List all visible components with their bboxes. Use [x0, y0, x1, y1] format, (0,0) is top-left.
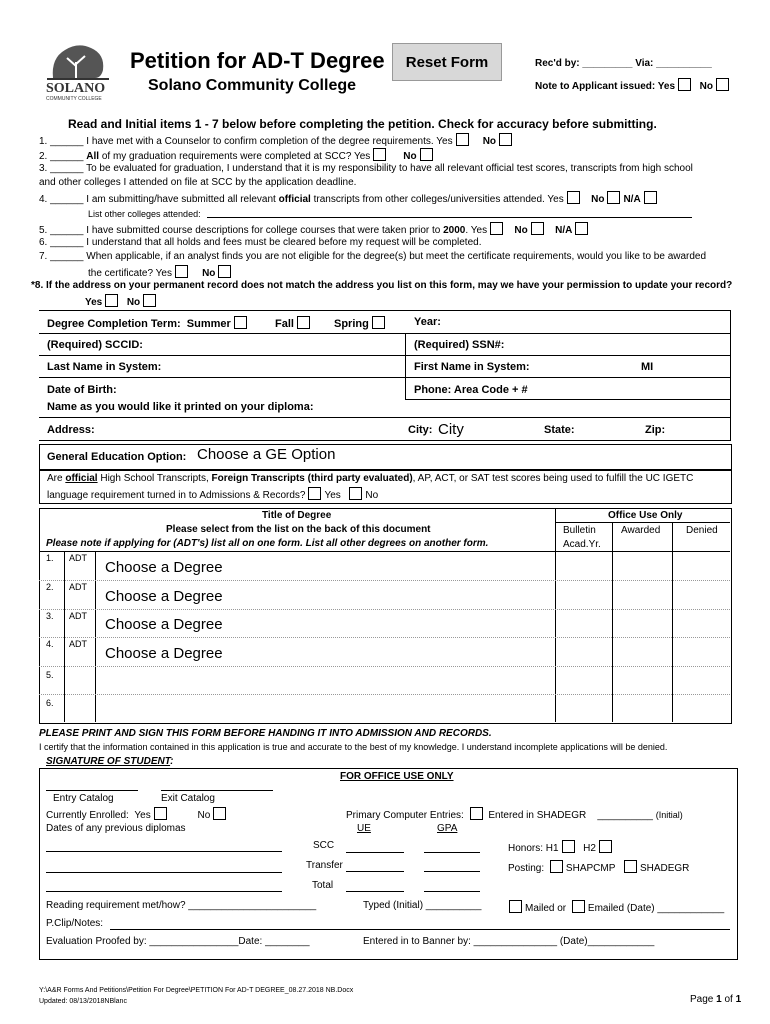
- ge-note-official: official: [65, 473, 98, 484]
- first-name-label: First Name in System:: [414, 361, 530, 373]
- fall-checkbox[interactable]: [297, 316, 310, 329]
- item-2-yes-checkbox[interactable]: [373, 148, 386, 161]
- page-title: Petition for AD-T Degree: [130, 48, 385, 73]
- ge-note-a: Are: [47, 473, 66, 484]
- item-7-no-label: No: [202, 268, 216, 279]
- item-6: 6. ______ I understand that all holds and fees must be cleared before my request will be completed.: [39, 237, 482, 248]
- address-label: Address:: [47, 424, 95, 436]
- entered-banner: Entered in to Banner by: _______________ (Date)____________: [363, 936, 655, 947]
- mailed-checkbox[interactable]: [509, 900, 522, 913]
- note-issued-row: [535, 78, 732, 92]
- enrolled-no-checkbox[interactable]: [213, 807, 226, 820]
- honors-h2-label: H2: [583, 843, 596, 854]
- ge-option-select[interactable]: Choose a GE Option: [197, 446, 336, 463]
- item-1: [39, 133, 515, 147]
- item-8: *8. If the address on your permanent record does not match the address you list on this form, may we have your permission to update your record?: [31, 280, 733, 291]
- table-col-line: [672, 523, 673, 722]
- item-5: [39, 222, 591, 236]
- degree-select[interactable]: Choose a Degree: [105, 559, 223, 576]
- list-other-colleges-line[interactable]: [207, 217, 692, 218]
- shadegr-label: SHADEGR: [639, 863, 690, 874]
- awarded-header: Awarded: [621, 525, 661, 536]
- degree-select[interactable]: Choose a Degree: [105, 645, 223, 662]
- degree-row-number: 2.: [46, 582, 54, 592]
- reset-form-button[interactable]: [392, 43, 502, 81]
- item-7-yes-checkbox[interactable]: [175, 265, 188, 278]
- note-issued-no-label: No: [699, 81, 713, 92]
- page-total: 1: [735, 994, 742, 1005]
- row-line: [39, 333, 731, 334]
- degree-row-type: ADT: [69, 611, 87, 621]
- row-line: [39, 355, 731, 356]
- item-5-na-checkbox[interactable]: [575, 222, 588, 235]
- item-5-year: 2000: [443, 225, 466, 236]
- column-line: [405, 333, 406, 399]
- row-divider: [39, 666, 730, 667]
- denied-header: Denied: [686, 525, 718, 536]
- row-divider: [39, 694, 730, 695]
- college-logo: [43, 40, 113, 102]
- acad-yr-header: Acad.Yr.: [563, 539, 601, 550]
- page-of: of: [721, 994, 736, 1005]
- item-5-text-a: 5. ______ I have submitted course descriptions for college courses that were taken prior to: [39, 225, 444, 236]
- total-gpa-line[interactable]: [424, 891, 480, 892]
- degree-row-number: 6.: [46, 698, 54, 708]
- ge-yes-label: Yes: [324, 490, 341, 501]
- shapcmp-checkbox[interactable]: [550, 860, 563, 873]
- spring-label: Spring: [334, 318, 369, 330]
- note-issued-label: Note to Applicant issued: Yes: [535, 81, 676, 92]
- item-2-number: 2. ______: [39, 151, 87, 162]
- gpa-label: GPA: [437, 823, 458, 834]
- row-line: [39, 440, 731, 441]
- item-4-text-a: 4. ______ I am submitting/have submitted all relevant: [39, 194, 279, 205]
- office-header-line: [556, 522, 730, 523]
- entry-catalog-label: Entry Catalog: [53, 793, 114, 804]
- shadegr-posting-checkbox[interactable]: [624, 860, 637, 873]
- item-8-yes-label: Yes: [85, 297, 103, 308]
- degree-row-number: 5.: [46, 670, 54, 680]
- divider: [39, 310, 731, 311]
- spring-checkbox[interactable]: [372, 316, 385, 329]
- honors-row: [508, 840, 615, 854]
- signature-colon: :: [170, 756, 174, 767]
- instructions-heading: Read and Initial items 1 - 7 below before completing the petition. Check for accuracy before submitting.: [68, 117, 657, 131]
- degree-row-type: ADT: [69, 553, 87, 563]
- item-5-no-checkbox[interactable]: [531, 222, 544, 235]
- pclip-notes-label: P.Clip/Notes:: [46, 918, 104, 929]
- tree-logo-icon: [43, 40, 113, 82]
- posting-label: Posting:: [508, 863, 545, 874]
- degree-row-type: ADT: [69, 639, 87, 649]
- degree-row-number: 1.: [46, 553, 54, 563]
- list-other-colleges-label: List other colleges attended:: [88, 209, 201, 219]
- row-divider: [39, 637, 730, 638]
- exit-catalog-line[interactable]: [161, 790, 273, 791]
- scc-gpa-line[interactable]: [424, 852, 480, 853]
- item-4: [39, 191, 660, 205]
- fall-option: [275, 316, 313, 330]
- diploma-line[interactable]: [46, 872, 282, 873]
- entered-shadegr-label: Entered in SHADEGR: [488, 810, 587, 821]
- item-1-yes-checkbox[interactable]: [456, 133, 469, 146]
- summer-label: Summer: [186, 318, 231, 330]
- item-8-options: [85, 294, 159, 308]
- item-1-no-checkbox[interactable]: [499, 133, 512, 146]
- item-7-yes-label: the certificate? Yes: [88, 268, 172, 279]
- sccid-label: (Required) SCCID:: [47, 339, 143, 351]
- ssn-label: (Required) SSN#:: [414, 339, 505, 351]
- item-2: [39, 148, 436, 162]
- item-8-yes-checkbox[interactable]: [105, 294, 118, 307]
- item-7a: 7. ______ When applicable, if an analyst finds you are not eligible for the degree(s) but meet the certificate requirements, would you like to be awarded: [39, 251, 707, 262]
- degree-term-row: [47, 316, 250, 330]
- item-7-no-checkbox[interactable]: [218, 265, 231, 278]
- row-line: [39, 417, 731, 418]
- transfer-ue-line[interactable]: [346, 871, 404, 872]
- table-col-line: [555, 508, 556, 722]
- bulletin-header: Bulletin: [563, 525, 596, 536]
- dob-label: Date of Birth:: [47, 384, 117, 396]
- ge-note-line1: [47, 473, 693, 484]
- item-8-no-checkbox[interactable]: [143, 294, 156, 307]
- reset-form-label: Reset Form: [405, 53, 489, 71]
- note-issued-no-checkbox[interactable]: [716, 78, 729, 91]
- degree-select[interactable]: Choose a Degree: [105, 588, 223, 605]
- emailed-checkbox[interactable]: [572, 900, 585, 913]
- item-4-no-checkbox[interactable]: [607, 191, 620, 204]
- enrolled-yes-checkbox[interactable]: [154, 807, 167, 820]
- item-5-no-label: No: [514, 225, 528, 236]
- ge-option-label: General Education Option:: [47, 451, 187, 463]
- typed-initial: Typed (Initial) __________: [363, 900, 482, 911]
- ge-note-foreign: Foreign Transcripts (third party evaluated): [211, 473, 413, 484]
- item-4-no-label: No: [591, 194, 605, 205]
- shadegr-entered-checkbox[interactable]: [470, 807, 483, 820]
- item-4-na-checkbox[interactable]: [644, 191, 657, 204]
- last-name-label: Last Name in System:: [47, 361, 162, 373]
- ue-label: UE: [357, 823, 371, 834]
- primary-entries-row: [346, 807, 683, 821]
- degree-title-header: Title of Degree: [262, 510, 332, 521]
- diploma-line[interactable]: [46, 891, 282, 892]
- degree-row-number: 4.: [46, 639, 54, 649]
- honors-h1-label: Honors: H1: [508, 843, 559, 854]
- item-2-all: All: [86, 151, 100, 162]
- item-8-no-label: No: [126, 297, 141, 308]
- row-line: [405, 399, 731, 400]
- previous-diplomas-label: Dates of any previous diplomas: [46, 823, 186, 834]
- degree-term-label: Degree Completion Term:: [47, 318, 181, 330]
- initial-label: (Initial): [655, 810, 683, 820]
- pclip-notes-line[interactable]: [110, 929, 730, 930]
- total-ue-line[interactable]: [346, 891, 404, 892]
- state-label: State:: [544, 424, 575, 436]
- page-label: Page: [690, 994, 717, 1005]
- ge-no-label: No: [365, 490, 379, 501]
- item-2-text: of my graduation requirements were completed at SCC? Yes: [99, 151, 371, 162]
- honors-h1-checkbox[interactable]: [562, 840, 575, 853]
- city-label: City:: [408, 424, 433, 436]
- office-use-heading: FOR OFFICE USE ONLY: [340, 771, 454, 782]
- note-issued-yes-checkbox[interactable]: [678, 78, 691, 91]
- table-col-line: [612, 523, 613, 722]
- footer-updated: Updated: 08/13/2018NBlanc: [39, 998, 127, 1005]
- transfer-gpa-line[interactable]: [424, 871, 480, 872]
- ge-note-e: , AP, ACT, or SAT test scores being used to fulfill the UC IGETC: [412, 473, 694, 484]
- item-4-official: official: [278, 194, 311, 205]
- honors-h2-checkbox[interactable]: [599, 840, 612, 853]
- scc-label: SCC: [313, 840, 335, 851]
- item-1-text: 1. ______ I have met with a Counselor to confirm completion of the degree requirements. Yes: [39, 136, 453, 147]
- phone-label: Phone: Area Code + #: [414, 384, 528, 396]
- print-sign-notice: PLEASE PRINT AND SIGN THIS FORM BEFORE HANDING IT INTO ADMISSION AND RECORDS.: [39, 728, 492, 739]
- table-header-line: [39, 551, 730, 552]
- item-4-na-label: N/A: [623, 194, 641, 205]
- item-7b: [88, 265, 234, 279]
- ge-yes-checkbox[interactable]: [308, 487, 321, 500]
- summer-checkbox[interactable]: [234, 316, 247, 329]
- enrolled-yes-label: Yes: [134, 810, 151, 821]
- diploma-name-label: Name as you would like it printed on your diploma:: [47, 401, 314, 413]
- currently-enrolled-row: [46, 807, 229, 821]
- office-use-header: Office Use Only: [608, 510, 683, 521]
- initial-blank: __________: [597, 810, 653, 821]
- logo-subtext: COMMUNITY COLLEGE: [46, 96, 102, 102]
- certify-text: I certify that the information contained in this application is true and accurate to the best of my knowledge. I understand incomplete applications will be denied.: [39, 742, 668, 752]
- evaluation-proofed: Evaluation Proofed by: ________________Date: ________: [46, 936, 310, 947]
- ge-no-checkbox[interactable]: [349, 487, 362, 500]
- college-name: Solano Community College: [148, 77, 357, 94]
- item-3b: and other colleges I attended on file at SCC by the application deadline.: [39, 177, 357, 188]
- row-divider: [39, 609, 730, 610]
- emailed-label: Emailed (Date) ____________: [587, 903, 725, 914]
- enrolled-no-label: No: [197, 810, 211, 821]
- city-input[interactable]: City: [438, 421, 464, 438]
- mailed-label: Mailed or: [525, 903, 567, 914]
- signature-label-text: SIGNATURE OF STUDENT: [46, 756, 171, 767]
- degree-note: Please note if applying for (ADT's) list all on one form. List all other degrees on another form.: [46, 538, 489, 549]
- item-2-no-checkbox[interactable]: [420, 148, 433, 161]
- scc-ue-line[interactable]: [346, 852, 404, 853]
- spring-option: [334, 316, 388, 330]
- page-number: [690, 994, 741, 1005]
- zip-label: Zip:: [645, 424, 666, 436]
- logo-text: SOLANO: [46, 81, 106, 96]
- page-current: 1: [716, 994, 722, 1005]
- primary-entries-label: Primary Computer Entries:: [346, 810, 464, 821]
- mailed-emailed-row: [506, 900, 724, 914]
- item-4-yes-checkbox[interactable]: [567, 191, 580, 204]
- shapcmp-label: SHAPCMP: [565, 863, 616, 874]
- item-5-yes-checkbox[interactable]: [490, 222, 503, 235]
- ge-note-c: High School Transcripts,: [97, 473, 212, 484]
- degree-select[interactable]: Choose a Degree: [105, 616, 223, 633]
- year-label: Year:: [414, 316, 441, 328]
- reading-requirement: Reading requirement met/how? _______________________: [46, 900, 317, 911]
- fall-label: Fall: [275, 318, 294, 330]
- signature-label: [46, 756, 173, 767]
- mi-label: MI: [641, 361, 654, 373]
- degree-row-type: ADT: [69, 582, 87, 592]
- item-1-no-label: No: [482, 136, 497, 147]
- currently-enrolled-label: Currently Enrolled:: [46, 810, 129, 821]
- footer-path: Y:\A&R Forms And Petitions\Petition For Degree\PETITION For AD-T DEGREE_08.27.2018 NB.Docx: [39, 987, 354, 994]
- row-divider: [39, 580, 730, 581]
- degree-row-number: 3.: [46, 611, 54, 621]
- diploma-line[interactable]: [46, 851, 282, 852]
- item-4-text-c: transcripts from other colleges/universities attended. Yes: [310, 194, 564, 205]
- entry-catalog-line[interactable]: [46, 790, 138, 791]
- item-5-na-label: N/A: [555, 225, 573, 236]
- ge-note-line2: [47, 487, 378, 501]
- transfer-label: Transfer: [306, 860, 343, 871]
- item-3a: 3. ______ To be evaluated for graduation, I understand that it is my responsibility to have all relevant official test scores, transcripts from high school: [39, 163, 693, 174]
- received-by: Rec'd by: _________ Via: __________: [535, 58, 712, 69]
- degree-instruction: Please select from the list on the back of this document: [166, 524, 431, 535]
- posting-row: [508, 860, 689, 874]
- total-label: Total: [312, 880, 334, 891]
- column-line: [730, 310, 731, 440]
- item-5-yes: . Yes: [465, 225, 488, 236]
- ge-note-f: language requirement turned in to Admissions & Records?: [47, 490, 306, 501]
- item-2-no-label: No: [403, 151, 417, 162]
- exit-catalog-label: Exit Catalog: [161, 793, 215, 804]
- row-line: [39, 377, 731, 378]
